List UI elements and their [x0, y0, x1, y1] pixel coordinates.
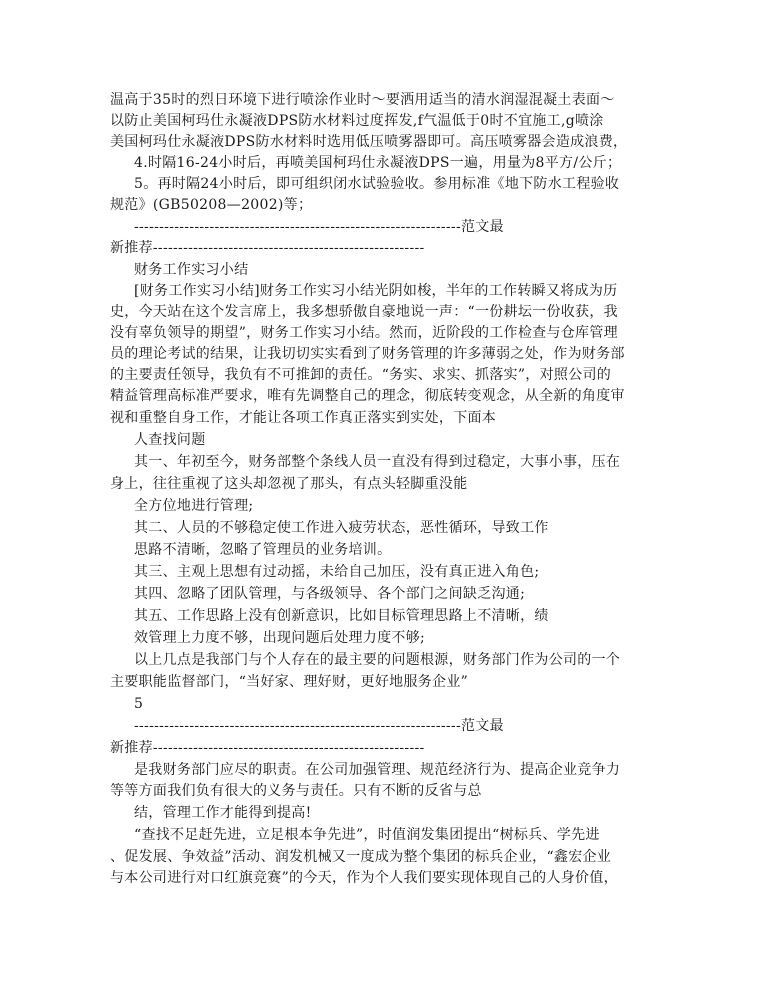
text-line: 思路不清晰，忽略了管理员的业务培训。	[134, 542, 392, 558]
text-line: 以上几点是我部门与个人存在的最主要的问题根源，财务部门作为公司的一个	[134, 652, 621, 668]
text-line: 4.时隔16-24小时后，再喷美国柯玛仕永凝液DPS一遍，用量为8平方/公斤；	[134, 155, 622, 171]
text-line: 全方位地进行管理;	[134, 498, 254, 514]
text-line: 精益管理高标准严要求，唯有先调整自己的理念，彻底转变观念，从全新的角度审	[110, 388, 625, 404]
text-line: 与本公司进行对口红旗竞赛”的今天，作为个人我们要实现体现自己的人身价值，	[110, 870, 618, 886]
text-line: 其三、主观上思想有过动摇，未给自己加压，没有真正进入角色;	[134, 564, 540, 580]
text-line: 人查找问题	[134, 432, 206, 448]
text-line: 美国柯玛仕永凝液DPS防水材料时选用低压喷雾器即可。高压喷雾器会造成浪费，	[110, 134, 628, 150]
text-line: 、促发展、争效益”活动、润发机械又一度成为整个集团的标兵企业，“鑫宏企业	[110, 849, 612, 865]
text-line: 其二、人员的不够稳定使工作进入疲劳状态，恶性循环，导致工作	[134, 520, 549, 536]
text-line: 温高于35时的烈日环境下进行喷涂作业时～要洒用适当的清水润湿混凝土表面～	[110, 92, 615, 108]
text-line: 是我财务部门应尽的职责。在公司加强管理、规范经济行为、提高企业竞争力	[134, 762, 621, 778]
text-line: 等等方面我们负有很大的义务与责任。只有不断的反省与总	[110, 783, 482, 799]
text-line: [财务工作实习小结]财务工作实习小结光阴如梭，半年的工作转瞬又将成为历	[134, 283, 618, 299]
text-line: 的主要责任领导，我负有不可推卸的责任。“务实、求实、抓落实”，对照公司的	[110, 367, 612, 383]
text-line: 视和重整自身工作，才能让各项工作真正落实到实处，下面本	[110, 410, 497, 426]
text-line: 效管理上力度不够，出现问题后处理力度不够;	[134, 630, 426, 646]
separator-line: 新推荐------------------------------------------------------	[110, 240, 425, 256]
text-line: “查找不足赶先进，立足根本争先进”，时值润发集团提出“树标兵、学先进	[134, 827, 600, 843]
text-line: 史，今天站在这个发言席上，我多想骄傲自豪地说一声：“一份耕坛一份收获，我	[110, 304, 618, 320]
text-line: 结，管理工作才能得到提高!	[134, 805, 312, 821]
text-line: 以防止美国柯玛仕永凝液DPS防水材料过度挥发,f气温低于0时不宜施工,g喷涂	[110, 113, 604, 129]
text-line: 员的理论考试的结果，让我切切实实看到了财务管理的许多薄弱之处，作为财务部	[110, 346, 625, 362]
text-line: 其四、忽略了团队管理，与各级领导、各个部门之间缺乏沟通;	[134, 586, 526, 602]
text-line: 其五、工作思路上没有创新意识，比如目标管理思路上不清晰，绩	[134, 608, 549, 624]
text-line: 其一、年初至今，财务部整个条线人员一直没有得到过稳定，大事小事，压在	[134, 454, 621, 470]
section-heading: 财务工作实习小结	[134, 262, 249, 278]
text-line: 没有辜负领导的期望”，财务工作实习小结。然而，近阶段的工作检查与仓库管理	[110, 325, 618, 341]
text-line: 主要职能监督部门，“当好家、理好财，更好地服务企业”	[110, 674, 469, 690]
text-line: 规范》(GB50208—2002)等；	[110, 197, 313, 213]
text-line: 身上，往往重视了这头却忽视了那头，有点头轻脚重没能	[110, 476, 468, 492]
separator-line: 新推荐------------------------------------------------------	[110, 740, 425, 756]
separator-line: -----------------------------------------------------------------范文最	[134, 718, 504, 734]
text-line: 5。再时隔24小时后，即可组织闭水试验验收。参用标准《地下防水工程验收	[134, 176, 620, 192]
separator-line: -----------------------------------------------------------------范文最	[134, 219, 504, 235]
page-number: 5	[134, 696, 144, 712]
